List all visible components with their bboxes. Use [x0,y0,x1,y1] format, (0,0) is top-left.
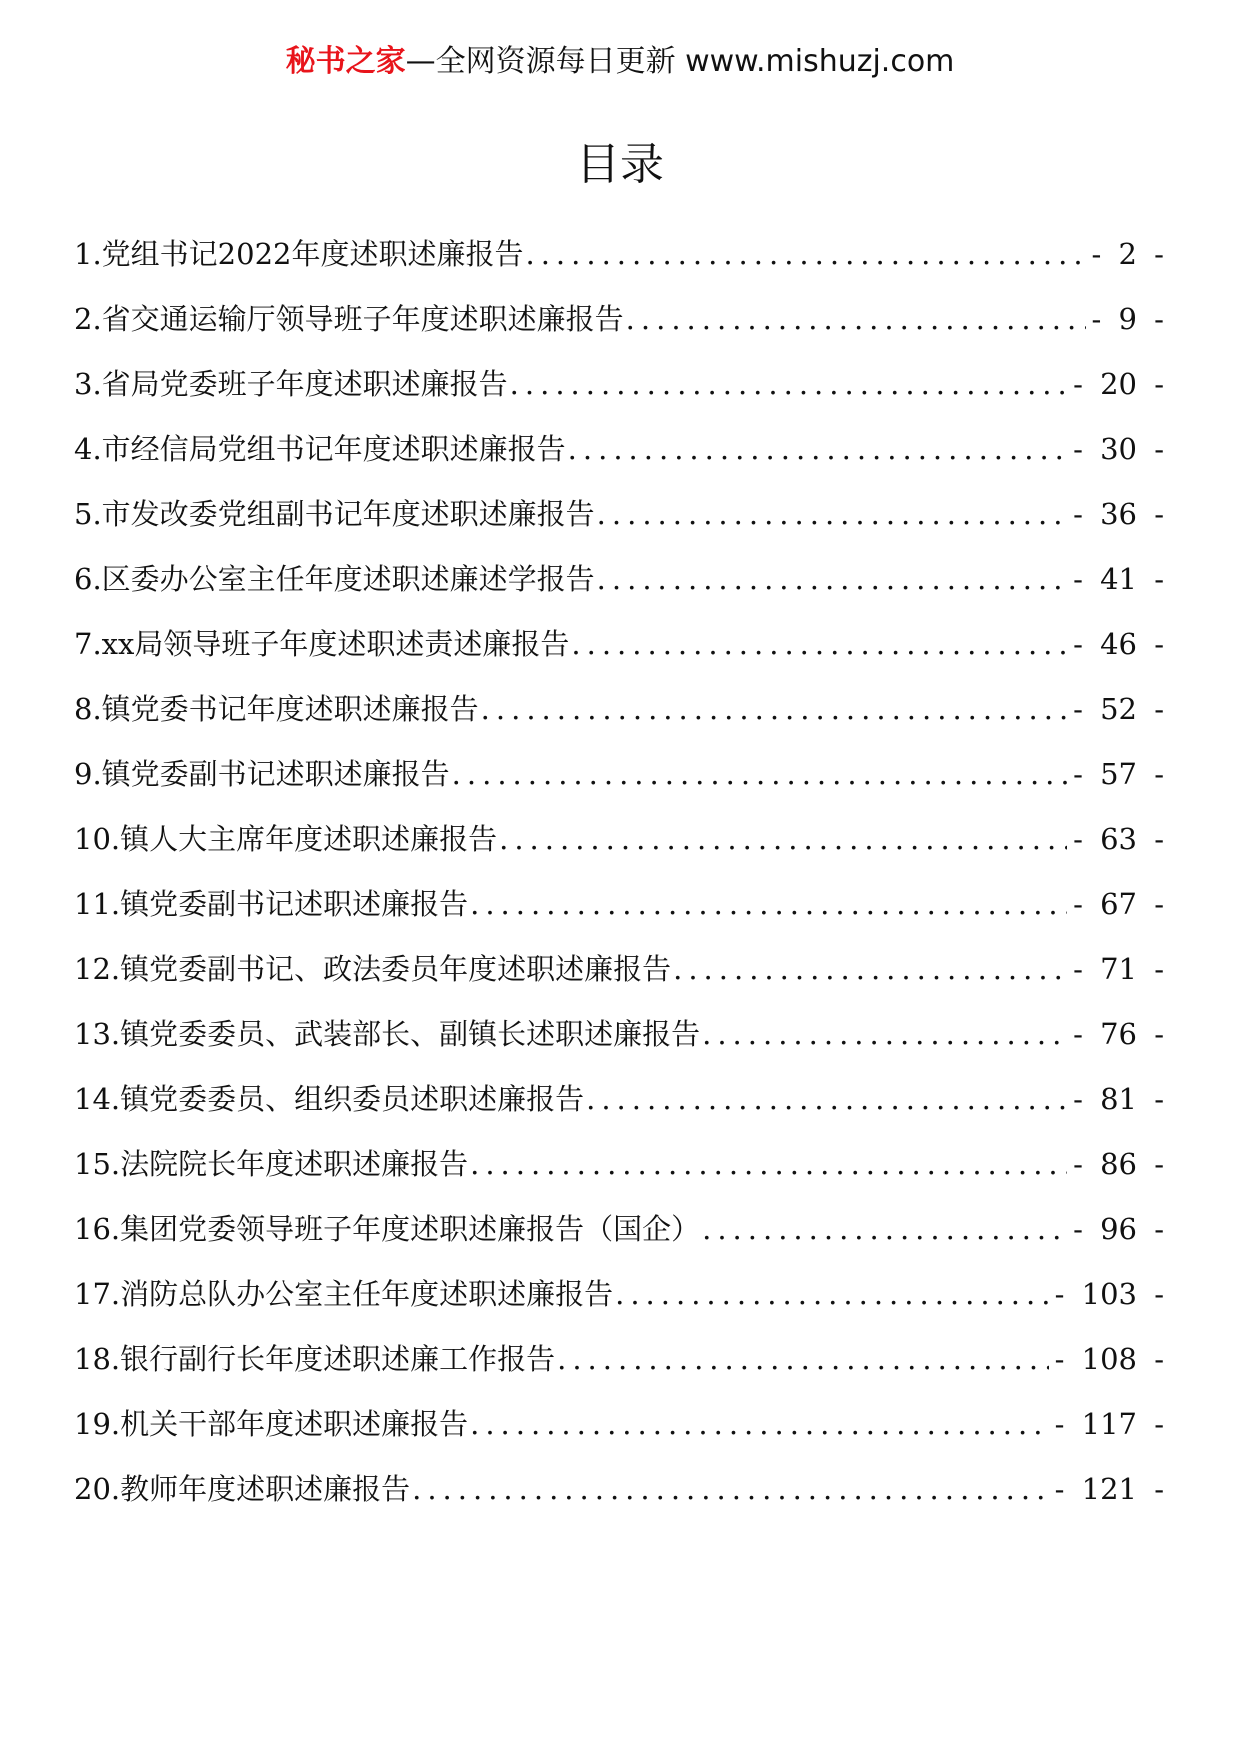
toc-entry-title: 15.法院院长年度述职述廉报告 [74,1147,469,1181]
toc-page-number: - 103 - [1054,1277,1164,1311]
toc-dot-leader [450,756,1067,792]
toc-entry[interactable] [74,886,1164,951]
toc-dot-leader [700,1211,1067,1247]
brand-name: 秘书之家 [285,44,406,79]
toc-entry[interactable] [74,626,1164,691]
toc-page-number: - 117 - [1054,1407,1164,1441]
toc-page-number: - 20 - [1073,367,1164,401]
toc-dot-leader [595,561,1067,597]
toc-page-number: - 2 - [1091,237,1164,271]
toc-page-number: - 9 - [1091,302,1164,336]
toc-page-number: - 76 - [1073,1017,1164,1051]
toc-entry[interactable] [74,1471,1164,1536]
toc-entry-title: 17.消防总队办公室主任年度述职述廉报告 [74,1277,614,1311]
toc-dot-leader [497,821,1067,857]
toc-entry[interactable] [74,1341,1164,1406]
toc-entry[interactable] [74,1016,1164,1081]
toc-page-number: - 52 - [1073,692,1164,726]
toc-entry[interactable] [74,366,1164,431]
toc-page-number: - 30 - [1073,432,1164,466]
toc-entry[interactable] [74,1276,1164,1341]
toc-entry-title: 6.区委办公室主任年度述职述廉述学报告 [74,562,595,596]
toc-entry[interactable] [74,301,1164,366]
toc-dot-leader [700,1016,1067,1052]
toc-entry-title: 5.市发改委党组副书记年度述职述廉报告 [74,497,595,531]
site-banner [0,40,1240,84]
toc-entry-title: 18.银行副行长年度述职述廉工作报告 [74,1342,556,1376]
toc-dot-leader [555,1341,1048,1377]
toc-entry-title: 4.市经信局党组书记年度述职述廉报告 [74,432,566,466]
toc-dot-leader [671,951,1067,987]
toc-page-number: - 57 - [1073,757,1164,791]
toc-entry[interactable] [74,1081,1164,1146]
toc-entry[interactable] [74,236,1164,301]
toc-page-number: - 86 - [1073,1147,1164,1181]
toc-entry-title: 1.党组书记2022年度述职述廉报告 [74,237,524,271]
toc-entry[interactable] [74,1211,1164,1276]
toc-page-number: - 41 - [1073,562,1164,596]
toc-page-number: - 63 - [1073,822,1164,856]
toc-dot-leader [595,496,1067,532]
toc-entry[interactable] [74,1146,1164,1211]
toc-dot-leader [613,1276,1048,1312]
toc-entry-title: 9.镇党委副书记述职述廉报告 [74,757,450,791]
toc-entry-title: 13.镇党委委员、武装部长、副镇长述职述廉报告 [74,1017,701,1051]
toc-dot-leader [523,236,1085,272]
toc-page-number: - 96 - [1073,1212,1164,1246]
toc-dot-leader [624,301,1086,337]
toc-entry-title: 14.镇党委委员、组织委员述职述廉报告 [74,1082,585,1116]
toc-entry[interactable] [74,691,1164,756]
toc-entry-title: 10.镇人大主席年度述职述廉报告 [74,822,498,856]
toc-dot-leader [468,1406,1048,1442]
toc-entry[interactable] [74,496,1164,561]
toc-entry-title: 16.集团党委领导班子年度述职述廉报告（国企） [74,1212,701,1246]
toc-dot-leader [566,431,1067,467]
toc-entry-title: 7.xx局领导班子年度述职述责述廉报告 [74,627,570,661]
toc-dot-leader [584,1081,1067,1117]
toc-entry-title: 11.镇党委副书记述职述廉报告 [74,887,469,921]
toc-entry-title: 12.镇党委副书记、政法委员年度述职述廉报告 [74,952,672,986]
toc-entry-title: 2.省交通运输厅领导班子年度述职述廉报告 [74,302,624,336]
table-of-contents [74,236,1164,1536]
toc-page-number: - 67 - [1073,887,1164,921]
toc-entry-title: 3.省局党委班子年度述职述廉报告 [74,367,508,401]
toc-page-number: - 121 - [1054,1472,1164,1506]
site-tagline: —全网资源每日更新 www.mishuzj.com [405,44,955,79]
toc-page-number: - 46 - [1073,627,1164,661]
toc-page-number: - 81 - [1073,1082,1164,1116]
toc-page-number: - 108 - [1054,1342,1164,1376]
toc-dot-leader [569,626,1067,662]
toc-entry-title: 8.镇党委书记年度述职述廉报告 [74,692,479,726]
toc-page-number: - 71 - [1073,952,1164,986]
toc-entry[interactable] [74,951,1164,1016]
toc-page-number: - 36 - [1073,497,1164,531]
toc-dot-leader [479,691,1067,727]
toc-entry[interactable] [74,1406,1164,1471]
toc-dot-leader [508,366,1067,402]
toc-dot-leader [468,886,1067,922]
toc-entry-title: 20.教师年度述职述廉报告 [74,1472,411,1506]
toc-entry[interactable] [74,821,1164,886]
toc-entry[interactable] [74,561,1164,626]
toc-dot-leader [410,1471,1048,1507]
page-title: 目录 [576,139,664,190]
toc-entry[interactable] [74,756,1164,821]
toc-entry[interactable] [74,431,1164,496]
toc-dot-leader [468,1146,1067,1182]
toc-entry-title: 19.机关干部年度述职述廉报告 [74,1407,469,1441]
